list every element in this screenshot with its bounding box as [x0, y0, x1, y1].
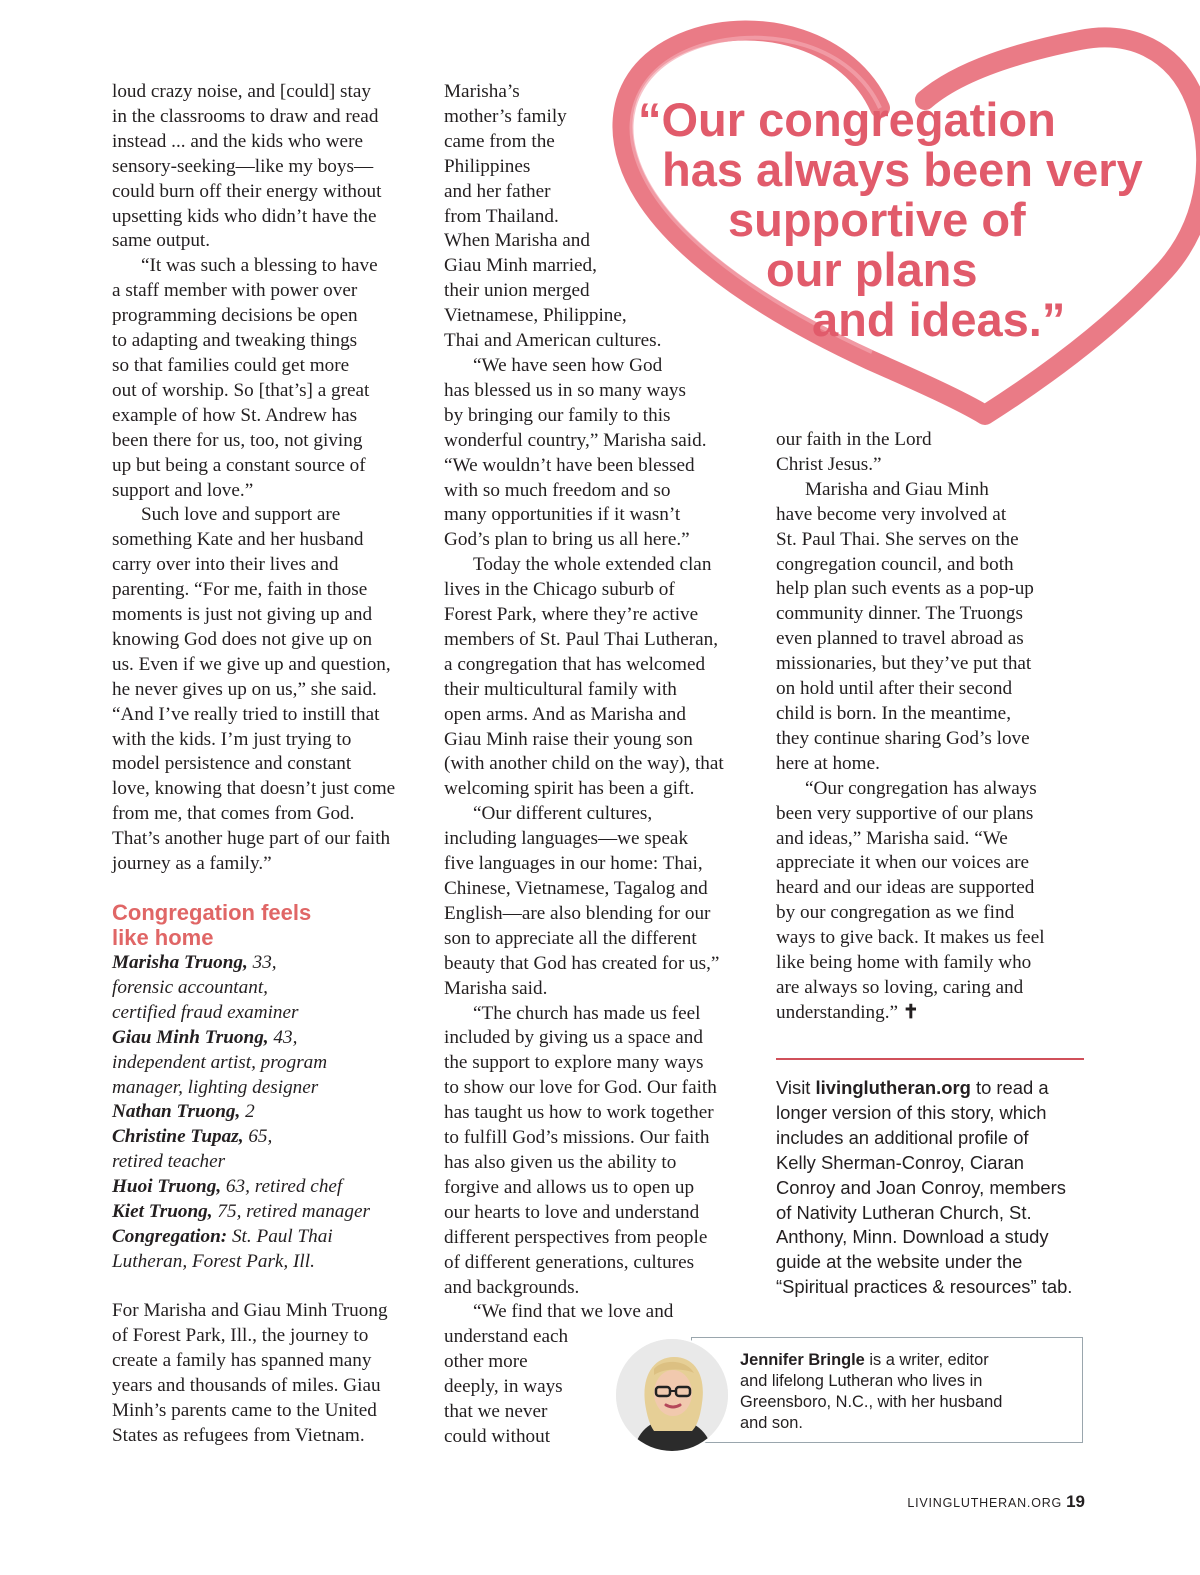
text-line: Conroy and Joan Conroy, members: [776, 1176, 1066, 1198]
profile-line: [112, 1200, 370, 1225]
text-line: Greensboro, N.C., with her husband: [740, 1393, 1003, 1411]
text-line: [740, 1350, 1080, 1371]
text-line: longer version of this story, which: [776, 1101, 1047, 1123]
text-line: of Nativity Lutheran Church, St.: [776, 1201, 1032, 1223]
text-line: has also given us the ability to: [444, 1151, 677, 1173]
text-line-content: understanding.”: [776, 1001, 899, 1023]
paragraph: [444, 80, 762, 354]
text-line: (with another child on the way), that: [444, 753, 724, 775]
profile-detail: 43,: [268, 1026, 298, 1048]
text-line: even planned to travel abroad as: [776, 628, 1024, 650]
profile-line: manager, lighting designer: [112, 1076, 319, 1098]
text-line: so that families could get more: [112, 354, 350, 376]
text-line: Today the whole extended clan: [473, 554, 712, 576]
text-line: with the kids. I’m just trying to: [112, 728, 352, 750]
text-line: on hold until after their second: [776, 678, 1013, 700]
text-line: upsetting kids who didn’t have the: [112, 205, 377, 227]
text-line: “Spiritual practices & resources” tab.: [776, 1276, 1073, 1298]
article-column-3: [776, 428, 1094, 1026]
paragraph: [444, 802, 762, 1001]
text-line: “Our different cultures,: [473, 803, 653, 825]
text-line: parenting. “For me, faith in those: [112, 579, 368, 601]
text-line: God’s plan to bring us all here.”: [444, 529, 690, 551]
text-line: something Kate and her husband: [112, 529, 364, 551]
text-line: St. Paul Thai. She serves on the: [776, 528, 1019, 550]
text-line: could without: [444, 1425, 551, 1447]
website-callout: [776, 1076, 1096, 1300]
text-line: deeply, in ways: [444, 1376, 563, 1398]
text-line: of Forest Park, Ill., the journey to: [112, 1324, 369, 1346]
pull-quote-line-1: “Our congregation: [638, 93, 1056, 146]
profile-line: forensic accountant,: [112, 976, 268, 998]
paragraph: [776, 777, 1094, 1026]
profile-line: retired teacher: [112, 1151, 226, 1173]
text-line: congregation council, and both: [776, 553, 1014, 575]
text-line: welcoming spirit has been a gift.: [444, 778, 695, 800]
text-line: Forest Park, where they’re active: [444, 604, 699, 626]
text-line: the support to explore many ways: [444, 1052, 704, 1074]
text-line: up but being a constant source of: [112, 454, 366, 476]
text-line: their multicultural family with: [444, 678, 677, 700]
section-subhead: [112, 900, 311, 950]
text-line: Thai and American cultures.: [444, 330, 662, 352]
text-line: he never gives up on us,” she said.: [112, 678, 377, 700]
text-line: Such love and support are: [141, 504, 341, 526]
profile-name: Congregation:: [112, 1225, 228, 1247]
profile-detail: 75, retired manager: [212, 1201, 370, 1223]
text-line: “And I’ve really tried to instill that: [112, 703, 380, 725]
text-line: have become very involved at: [776, 503, 1007, 525]
profile-name: Huoi Truong,: [112, 1176, 222, 1198]
text-line: includes an additional profile of: [776, 1126, 1029, 1148]
text-line: That’s another huge part of our faith: [112, 828, 391, 850]
profile-name: Kiet Truong,: [112, 1201, 213, 1223]
text-line: five languages in our home: Thai,: [444, 853, 703, 875]
text-line: and backgrounds.: [444, 1276, 580, 1298]
text-line: years and thousands of miles. Giau: [112, 1374, 381, 1396]
text-line: including languages—we speak: [444, 828, 689, 850]
text-line: journey as a family.”: [112, 853, 272, 875]
text-line: our hearts to love and understand: [444, 1201, 700, 1223]
text-line: are always so loving, caring and: [776, 976, 1024, 998]
pull-quote-line-5: and ideas.”: [812, 293, 1066, 346]
text-line: Anthony, Minn. Download a study: [776, 1226, 1049, 1248]
page-number: 19: [1066, 1492, 1085, 1511]
profile-line: independent artist, program: [112, 1051, 328, 1073]
text-line: Philippines: [444, 155, 531, 177]
text-line: Chinese, Vietnamese, Tagalog and: [444, 878, 708, 899]
subhead-line: Congregation feels: [112, 900, 312, 925]
profile-name: Christine Tupaz,: [112, 1126, 244, 1148]
text-line: create a family has spanned many: [112, 1349, 372, 1371]
text-line: beauty that God has created for us,”: [444, 952, 720, 974]
text-line: support and love.”: [112, 479, 254, 501]
profile-detail: 65,: [243, 1126, 273, 1148]
text-line: with so much freedom and so: [444, 479, 671, 501]
text-line: example of how St. Andrew has: [112, 404, 358, 426]
text-line: For Marisha and Giau Minh Truong: [112, 1300, 388, 1321]
text-line: been there for us, too, not giving: [112, 429, 363, 451]
text-line: child is born. In the meantime,: [776, 702, 1011, 724]
text-line: heard and our ideas are supported: [776, 877, 1035, 899]
text-line: Christ Jesus.”: [776, 453, 882, 475]
text-line: Kelly Sherman-Conroy, Ciaran: [776, 1151, 1025, 1173]
page-footer: [900, 1492, 1085, 1512]
end-cross-icon: ✝: [902, 1001, 919, 1023]
paragraph: [112, 503, 430, 877]
text-line: could burn off their energy without: [112, 180, 382, 202]
profile-line: [112, 1225, 370, 1250]
text-line: has taught us how to work together: [444, 1102, 714, 1124]
author-bio-box: [691, 1337, 1083, 1443]
text-line: understand each: [444, 1326, 569, 1348]
text-line: of different generations, cultures: [444, 1251, 695, 1273]
author-bio-text: [740, 1350, 1080, 1434]
text-line: When Marisha and: [444, 230, 590, 252]
text-line: and her father: [444, 180, 551, 202]
text-line: to adapting and tweaking things: [112, 330, 358, 352]
text-line: to show our love for God. Our faith: [444, 1077, 717, 1099]
text-line: [776, 1076, 1096, 1101]
pull-quote-line-2: has always been very: [662, 143, 1143, 196]
profile-line: [112, 1026, 370, 1051]
text-line: Marisha and Giau Minh: [805, 478, 989, 500]
text-line: they continue sharing God’s love: [776, 727, 1030, 749]
profile-line: Lutheran, Forest Park, Ill.: [112, 1250, 315, 1272]
text-line: [776, 1001, 1094, 1026]
text-line: instead ... and the kids who were: [112, 130, 363, 152]
text-line: “We have seen how God: [473, 354, 663, 376]
text-line: same output.: [112, 230, 211, 252]
text-line: a staff member with power over: [112, 280, 358, 302]
paragraph: [112, 254, 430, 503]
text-line: States as refugees from Vietnam.: [112, 1424, 365, 1446]
text-line: “We wouldn’t have been blessed: [444, 454, 695, 476]
text-line: ways to give back. It makes us feel: [776, 927, 1045, 949]
text-line: “We find that we love and: [473, 1301, 674, 1323]
text-line: Giau Minh married,: [444, 255, 597, 277]
divider-rule: [776, 1058, 1084, 1060]
text-line: and son.: [740, 1414, 803, 1432]
text-line: love, knowing that doesn’t just come: [112, 778, 396, 800]
subhead-line: like home: [112, 925, 214, 950]
text-line: Minh’s parents came to the United: [112, 1399, 377, 1421]
text-line: that we never: [444, 1401, 548, 1423]
text-line: sensory-seeking—like my boys—: [112, 155, 374, 177]
text-line: a congregation that has welcomed: [444, 653, 706, 675]
text-line: Marisha said.: [444, 977, 548, 999]
profile-line: [112, 951, 370, 976]
text-line: other more: [444, 1351, 528, 1373]
profile-line: [112, 1125, 370, 1150]
text-line: here at home.: [776, 752, 880, 774]
family-profile-list: [112, 951, 370, 1275]
text-line: “It was such a blessing to have: [141, 255, 378, 277]
text-line: Vietnamese, Philippine,: [444, 305, 627, 327]
text-line: many opportunities if it wasn’t: [444, 504, 681, 526]
text-line: from Thailand.: [444, 205, 559, 227]
text-line: son to appreciate all the different: [444, 927, 697, 949]
text-line: guide at the website under the: [776, 1251, 1023, 1273]
text-line: Giau Minh raise their young son: [444, 728, 693, 750]
text-fragment: is a writer, editor: [864, 1351, 989, 1369]
paragraph: [776, 428, 1094, 478]
text-line: has blessed us in so many ways: [444, 379, 686, 401]
text-line: by our congregation as we find: [776, 902, 1015, 924]
author-name: Jennifer Bringle: [740, 1351, 865, 1369]
text-line: “Our congregation has always: [805, 777, 1037, 799]
text-line: our faith in the Lord: [776, 429, 932, 450]
text-line: and ideas,” Marisha said. “We: [776, 827, 1008, 849]
intro-paragraph: [112, 1299, 388, 1448]
profile-detail: St. Paul Thai: [227, 1225, 333, 1247]
text-line: missionaries, but they’ve put that: [776, 653, 1032, 675]
profile-detail: 63, retired chef: [221, 1176, 343, 1198]
text-line: open arms. And as Marisha and: [444, 703, 686, 725]
text-line: their union merged: [444, 280, 590, 302]
profile-name: Giau Minh Truong,: [112, 1026, 269, 1048]
text-line: out of worship. So [that’s] a great: [112, 379, 370, 401]
text-line: lives in the Chicago suburb of: [444, 579, 675, 601]
profile-name: Nathan Truong,: [112, 1101, 241, 1123]
profile-detail: 2: [240, 1101, 255, 1123]
text-line: and lifelong Lutheran who lives in: [740, 1372, 983, 1390]
text-line: carry over into their lives and: [112, 554, 339, 576]
profile-name: Marisha Truong,: [112, 952, 248, 973]
text-fragment: Visit: [776, 1077, 816, 1098]
text-line: different perspectives from people: [444, 1226, 708, 1248]
text-line: programming decisions be open: [112, 305, 358, 327]
profile-line: [112, 1175, 370, 1200]
text-line: forgive and allows us to open up: [444, 1176, 695, 1198]
text-line: model persistence and constant: [112, 753, 352, 775]
pull-quote-line-3: supportive of: [728, 193, 1026, 246]
text-line: in the classrooms to draw and read: [112, 105, 379, 127]
text-line: members of St. Paul Thai Lutheran,: [444, 628, 719, 650]
text-line: “The church has made us feel: [473, 1002, 701, 1024]
paragraph: [112, 80, 430, 254]
text-line: help plan such events as a pop-up: [776, 578, 1034, 600]
pull-quote-line-4: our plans: [766, 243, 978, 296]
text-line: moments is just not giving up and: [112, 604, 373, 626]
article-column-2: [444, 80, 762, 1450]
profile-line: [112, 1100, 370, 1125]
footer-site-name: LIVINGLUTHERAN.ORG: [907, 1496, 1063, 1510]
website-link[interactable]: livinglutheran.org: [815, 1077, 971, 1098]
text-line: English—are also blending for our: [444, 902, 711, 924]
text-line: Marisha’s: [444, 81, 520, 102]
text-line: community dinner. The Truongs: [776, 603, 1023, 625]
paragraph: [776, 478, 1094, 777]
text-line: appreciate it when our voices are: [776, 852, 1030, 874]
text-line: like being home with family who: [776, 952, 1032, 974]
text-line: to fulfill God’s missions. Our faith: [444, 1127, 710, 1149]
text-line: knowing God does not give up on: [112, 628, 373, 650]
text-line: by bringing our family to this: [444, 404, 671, 426]
text-line: been very supportive of our plans: [776, 802, 1034, 824]
author-photo: [614, 1337, 730, 1453]
text-line: from me, that comes from God.: [112, 803, 355, 825]
text-line: came from the: [444, 130, 555, 152]
author-portrait-icon: [616, 1339, 728, 1451]
text-line: us. Even if we give up and question,: [112, 653, 391, 675]
paragraph: [444, 553, 762, 802]
paragraph: [444, 1002, 762, 1301]
text-line: included by giving us a space and: [444, 1027, 703, 1049]
text-line: mother’s family: [444, 105, 567, 127]
profile-detail: 33,: [247, 952, 277, 973]
article-column-1: [112, 80, 430, 877]
paragraph: [444, 354, 762, 553]
text-line: wonderful country,” Marisha said.: [444, 429, 707, 451]
text-line: loud crazy noise, and [could] stay: [112, 81, 371, 102]
text-fragment: to read a: [970, 1077, 1049, 1098]
profile-line: certified fraud examiner: [112, 1001, 299, 1023]
